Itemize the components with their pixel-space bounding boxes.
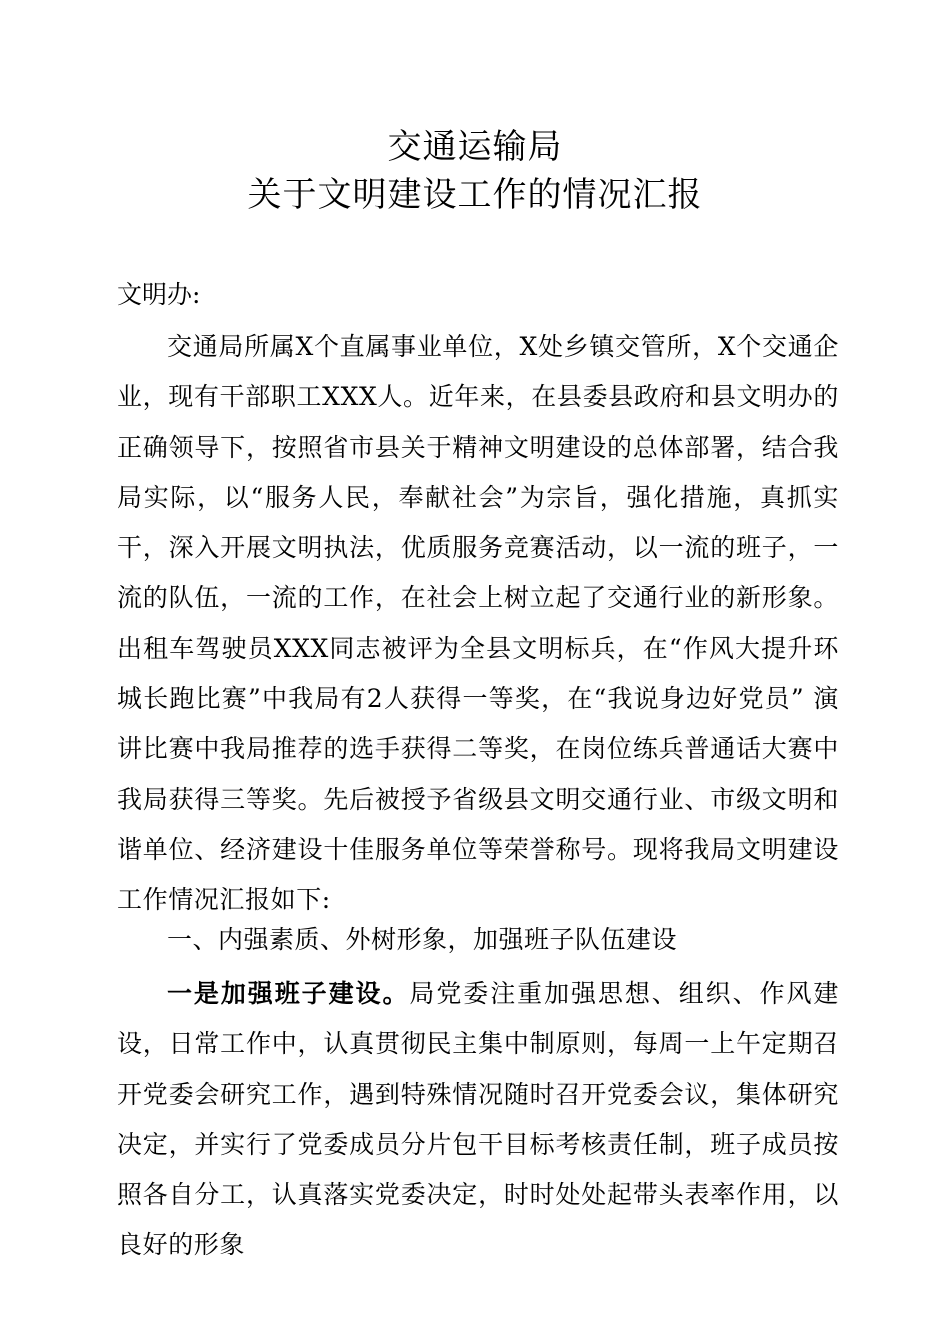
section-heading-1: 一、内强素质、外树形象，加强班子队伍建设 bbox=[167, 925, 678, 954]
addressee: 文明办: bbox=[117, 280, 201, 309]
paragraph-lead: 一是加强班子建设。 bbox=[167, 979, 410, 1008]
paragraph-body: 局党委注重加强思想、组织、作风建设，日常工作中，认真贯彻民主集中制原则，每周一上午定期召开党委会研究工作，遇到特殊情况随时召开党委会议，集体研究决定，并实行了党委成员分片包干目标考核责任制，班子成员按照各自分工，认真落实党委决定，时时处处起带头表率作用，以良好的形象 bbox=[117, 979, 839, 1260]
paragraph-intro: 交通局所属X个直属事业单位，X处乡镇交管所，X个交通企业，现有干部职工XXX人。近年来，在县委县政府和县文明办的正确领导下，按照省市县关于精神文明建设的总体部署，结合我局实际，以“服务人民，奉献社会”为宗旨，强化措施，真抓实干，深入开展文明执法，优质服务竞赛活动，以一流的班子，一流的队伍，一流的工作，在社会上树立起了交通行业的新形象。出租车驾驶员XXX同志被评为全县文明标兵，在“作风大提升环城长跑比赛”中我局有2人获得一等奖，在“我说身边好党员” 演讲比赛中我局推荐的选手获得二等奖，在岗位练兵普通话大赛中我局获得三等奖。先后被授予省级县文明交通行业、市级文明和谐单位、经济建设十佳服务单位等荣誉称号。现将我局文明建设工作情况汇报如下: bbox=[117, 332, 839, 915]
paragraph-team-building bbox=[117, 969, 839, 1271]
document-title-line2: 关于文明建设工作的情况汇报 bbox=[247, 175, 703, 215]
document-title-line1: 交通运输局 bbox=[387, 127, 563, 167]
